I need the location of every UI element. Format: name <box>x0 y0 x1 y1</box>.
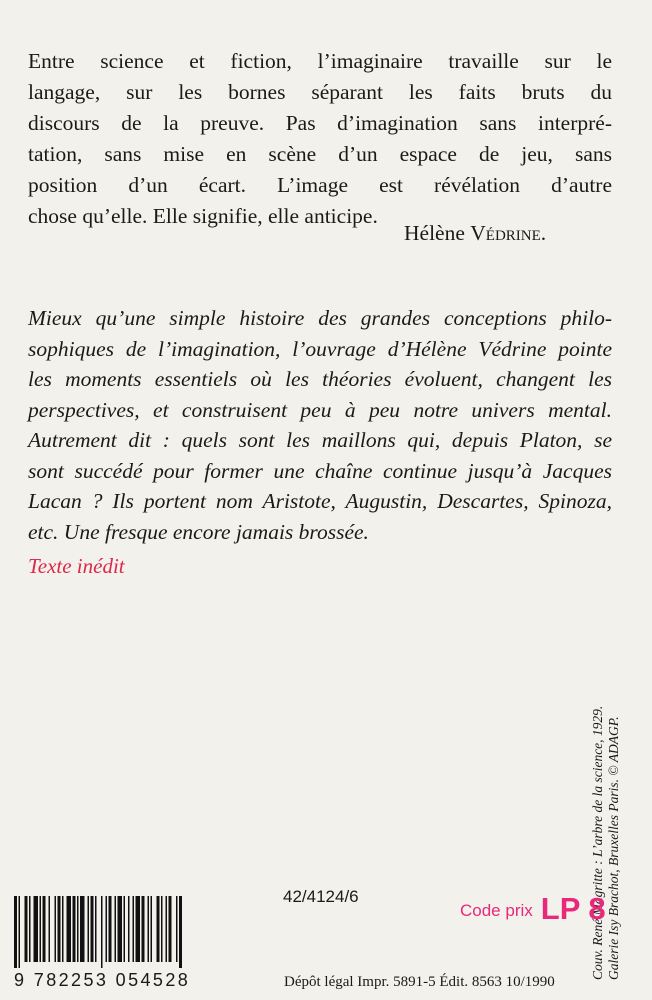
blurb-line: sophiques de l’imagination, l’ouvrage d’Hélène Védrine pointe <box>28 336 612 361</box>
barcode-bar <box>109 896 112 962</box>
barcode-bar <box>179 896 182 968</box>
barcode-bar <box>62 896 64 962</box>
barcode-bar <box>128 896 130 962</box>
quote-line: chose qu’elle. Elle signifie, elle anticipe. <box>28 204 378 228</box>
quote-line: discours de la preuve. Pas d’imagination sans interpré- <box>28 111 612 135</box>
barcode-bar <box>88 896 90 962</box>
barcode-bar <box>67 896 72 962</box>
blurb-line: etc. Une fresque encore jamais brossée. <box>28 519 369 544</box>
quote-paragraph <box>28 46 612 232</box>
barcode-bar <box>34 896 39 962</box>
price-label: Code prix <box>460 901 533 920</box>
blurb-line: Mieux qu’une simple histoire des grandes conceptions philo- <box>28 306 612 330</box>
quote-author <box>404 220 546 246</box>
catalog-number: 42/4124/6 <box>283 887 359 906</box>
cover-credit-line: Galerie Isy Brachot, Bruxelles Paris. © ADAGP. <box>606 716 621 980</box>
barcode-bar <box>77 896 79 962</box>
barcode-bar <box>106 896 108 962</box>
blurb-paragraph <box>28 303 612 547</box>
barcode-bar <box>73 896 76 962</box>
barcode-bar <box>19 896 21 968</box>
author-last-name: Védrine. <box>470 221 547 245</box>
blurb-line: sont succédé pour former une chaîne continue jusqu’à Jacques <box>28 458 612 483</box>
barcode-bar <box>40 896 42 962</box>
barcode-bar <box>151 896 153 962</box>
barcode-bar <box>91 896 94 962</box>
barcode-bar <box>124 896 126 962</box>
price-code <box>460 888 606 924</box>
barcode-bar <box>118 896 123 962</box>
barcode-bar <box>25 896 28 962</box>
blurb-line: Lacan ? Ils portent nom Aristote, Augustin, Descartes, Spinoza, <box>28 489 612 513</box>
barcode-bar <box>157 896 160 962</box>
quote-line: position d’un écart. L’image est révélation d’autre <box>28 173 612 197</box>
barcode-bar <box>58 896 61 962</box>
price-value: LP 8 <box>540 891 606 926</box>
depot-legal: Dépôt légal Impr. 5891-5 Édit. 8563 10/1990 <box>284 974 555 990</box>
barcode-bar <box>148 896 150 962</box>
quote-line: tation, sans mise en scène d’un espace de jeu, sans <box>28 142 612 166</box>
barcode-bar <box>80 896 85 962</box>
barcode-bar <box>115 896 117 962</box>
barcode-bar <box>49 896 51 962</box>
quote-line: Entre science et fiction, l’imaginaire travaille sur le <box>28 49 612 73</box>
barcode-bar <box>136 896 141 962</box>
barcode-bar <box>95 896 97 962</box>
author-first-name: Hélène <box>404 221 465 245</box>
barcode-bar <box>161 896 163 962</box>
texte-inedit-label: Texte inédit <box>28 554 125 578</box>
barcode-bar <box>14 896 17 968</box>
barcode-bar <box>169 896 172 962</box>
blurb-line: Autrement dit : quels sont les maillons qui, depuis Platon, se <box>28 428 612 452</box>
barcode-digits: 9 782253 054528 <box>14 970 191 990</box>
barcode-bar <box>29 896 31 962</box>
barcode-bar <box>166 896 168 962</box>
blurb-line: les moments essentiels où les théories évoluent, changent les <box>28 367 612 391</box>
barcode-bar <box>101 896 103 968</box>
barcode-bar <box>142 896 145 962</box>
blurb-line: perspectives, et construisent peu à peu notre univers mental. <box>28 397 612 422</box>
barcode-bar <box>176 896 178 962</box>
barcode-image <box>12 896 234 968</box>
quote-line: langage, sur les bornes séparant les faits bruts du <box>28 80 612 104</box>
barcode-bar <box>55 896 57 962</box>
barcode-bar <box>43 896 46 962</box>
barcode-bar <box>133 896 135 962</box>
cover-credit-line: Couv. René Magritte : L’arbre de la science, 1929. <box>590 705 605 980</box>
